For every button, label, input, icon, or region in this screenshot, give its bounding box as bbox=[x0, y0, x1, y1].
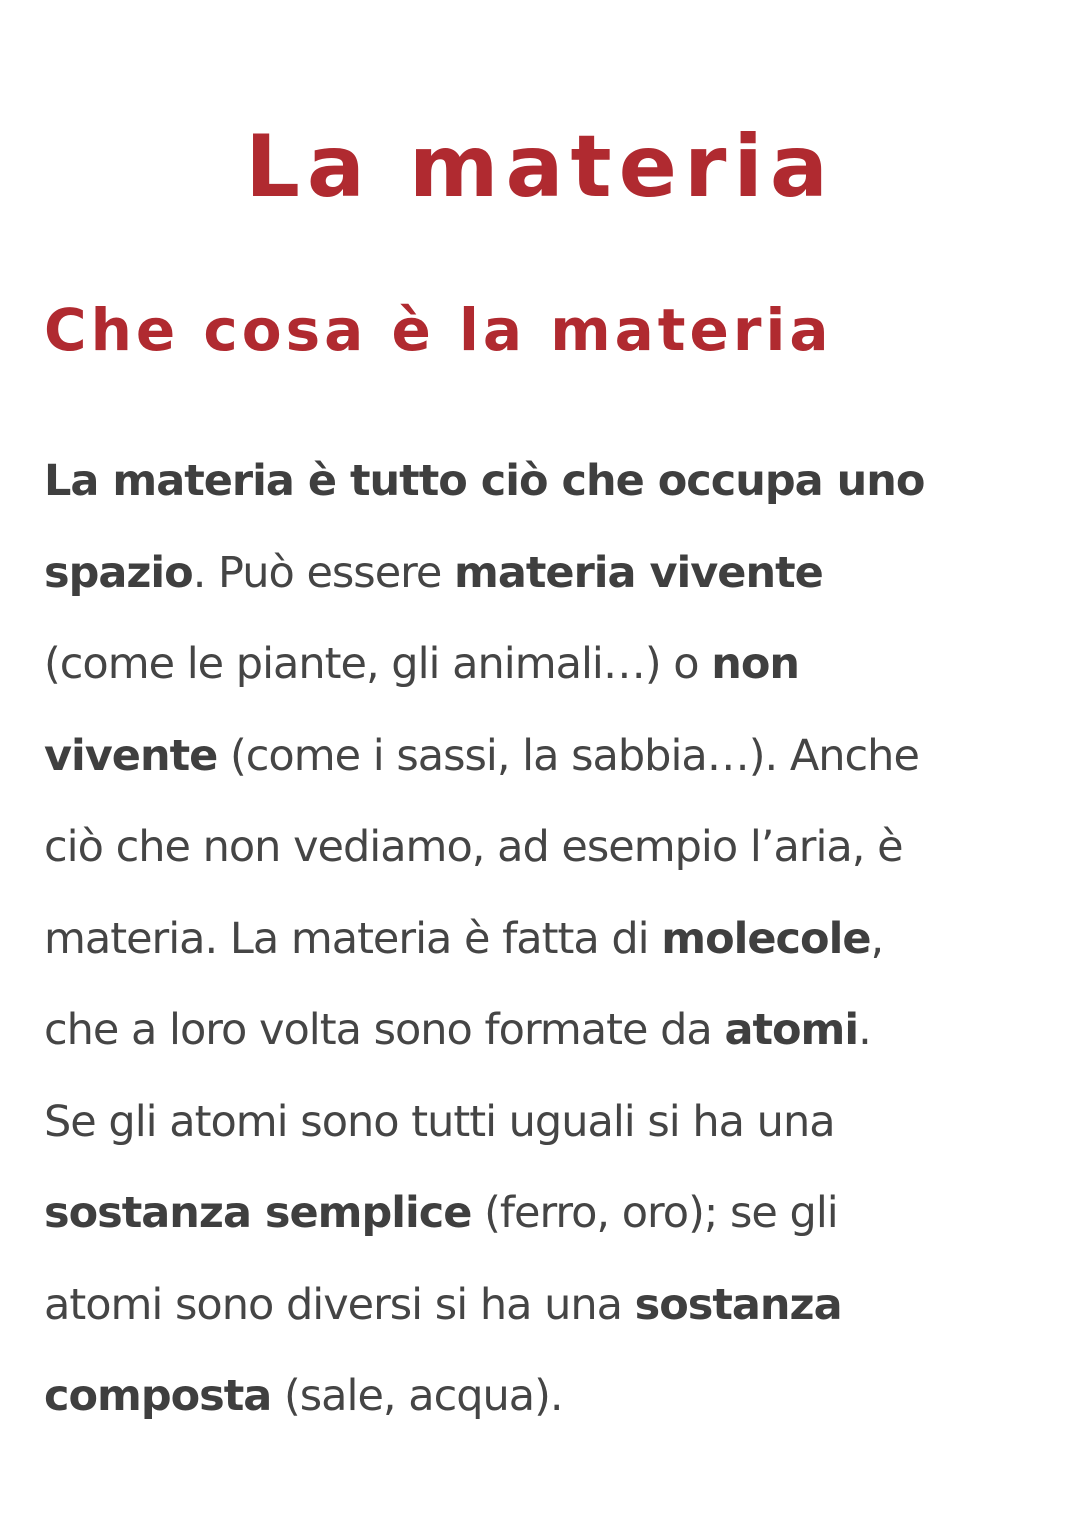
paragraph-line bbox=[44, 985, 1036, 1077]
section-heading: Che cosa è la materia bbox=[44, 296, 833, 364]
bold-text: spazio bbox=[44, 547, 193, 598]
body-text: (come le piante, gli animali…) o bbox=[44, 639, 712, 689]
paragraph-line bbox=[44, 894, 1036, 986]
paragraph-line bbox=[44, 1077, 1036, 1169]
body-text: materia. La materia è fatta di bbox=[44, 913, 662, 964]
paragraph-line bbox=[44, 711, 1036, 803]
paragraph-line bbox=[44, 528, 1036, 620]
body-text: ciò che non vediamo, ad esempio l’aria, è bbox=[44, 822, 903, 872]
paragraph-line bbox=[44, 802, 1036, 894]
bold-text: La materia è tutto ciò che occupa uno bbox=[44, 456, 925, 506]
paragraph-line bbox=[44, 436, 1036, 528]
bold-text: molecole bbox=[661, 913, 871, 964]
bold-text: sostanza semplice bbox=[44, 1188, 472, 1238]
body-text: atomi sono diversi si ha una bbox=[44, 1279, 635, 1330]
article-paragraph bbox=[44, 436, 1036, 1443]
paragraph-line bbox=[44, 1168, 1036, 1260]
body-text: che a loro volta sono formate da bbox=[44, 1005, 725, 1055]
bold-text: materia vivente bbox=[454, 547, 823, 598]
bold-text: vivente bbox=[44, 730, 218, 781]
body-text: (sale, acqua). bbox=[271, 1371, 563, 1421]
body-text: Se gli atomi sono tutti uguali si ha una bbox=[44, 1096, 835, 1147]
bold-text: composta bbox=[44, 1371, 272, 1421]
page-title: La materia bbox=[245, 117, 835, 217]
paragraph-line bbox=[44, 1260, 1036, 1352]
bold-text: atomi bbox=[724, 1005, 859, 1055]
body-text: (ferro, oro); se gli bbox=[471, 1188, 838, 1238]
bold-text: non bbox=[711, 639, 800, 689]
paragraph-line bbox=[44, 1351, 1036, 1443]
paragraph-line bbox=[44, 619, 1036, 711]
body-text: . bbox=[858, 1005, 871, 1055]
body-text: (come i sassi, la sabbia…). Anche bbox=[217, 730, 919, 781]
body-text: . Può essere bbox=[192, 547, 455, 598]
body-text: , bbox=[870, 913, 884, 964]
bold-text: sostanza bbox=[634, 1279, 842, 1330]
